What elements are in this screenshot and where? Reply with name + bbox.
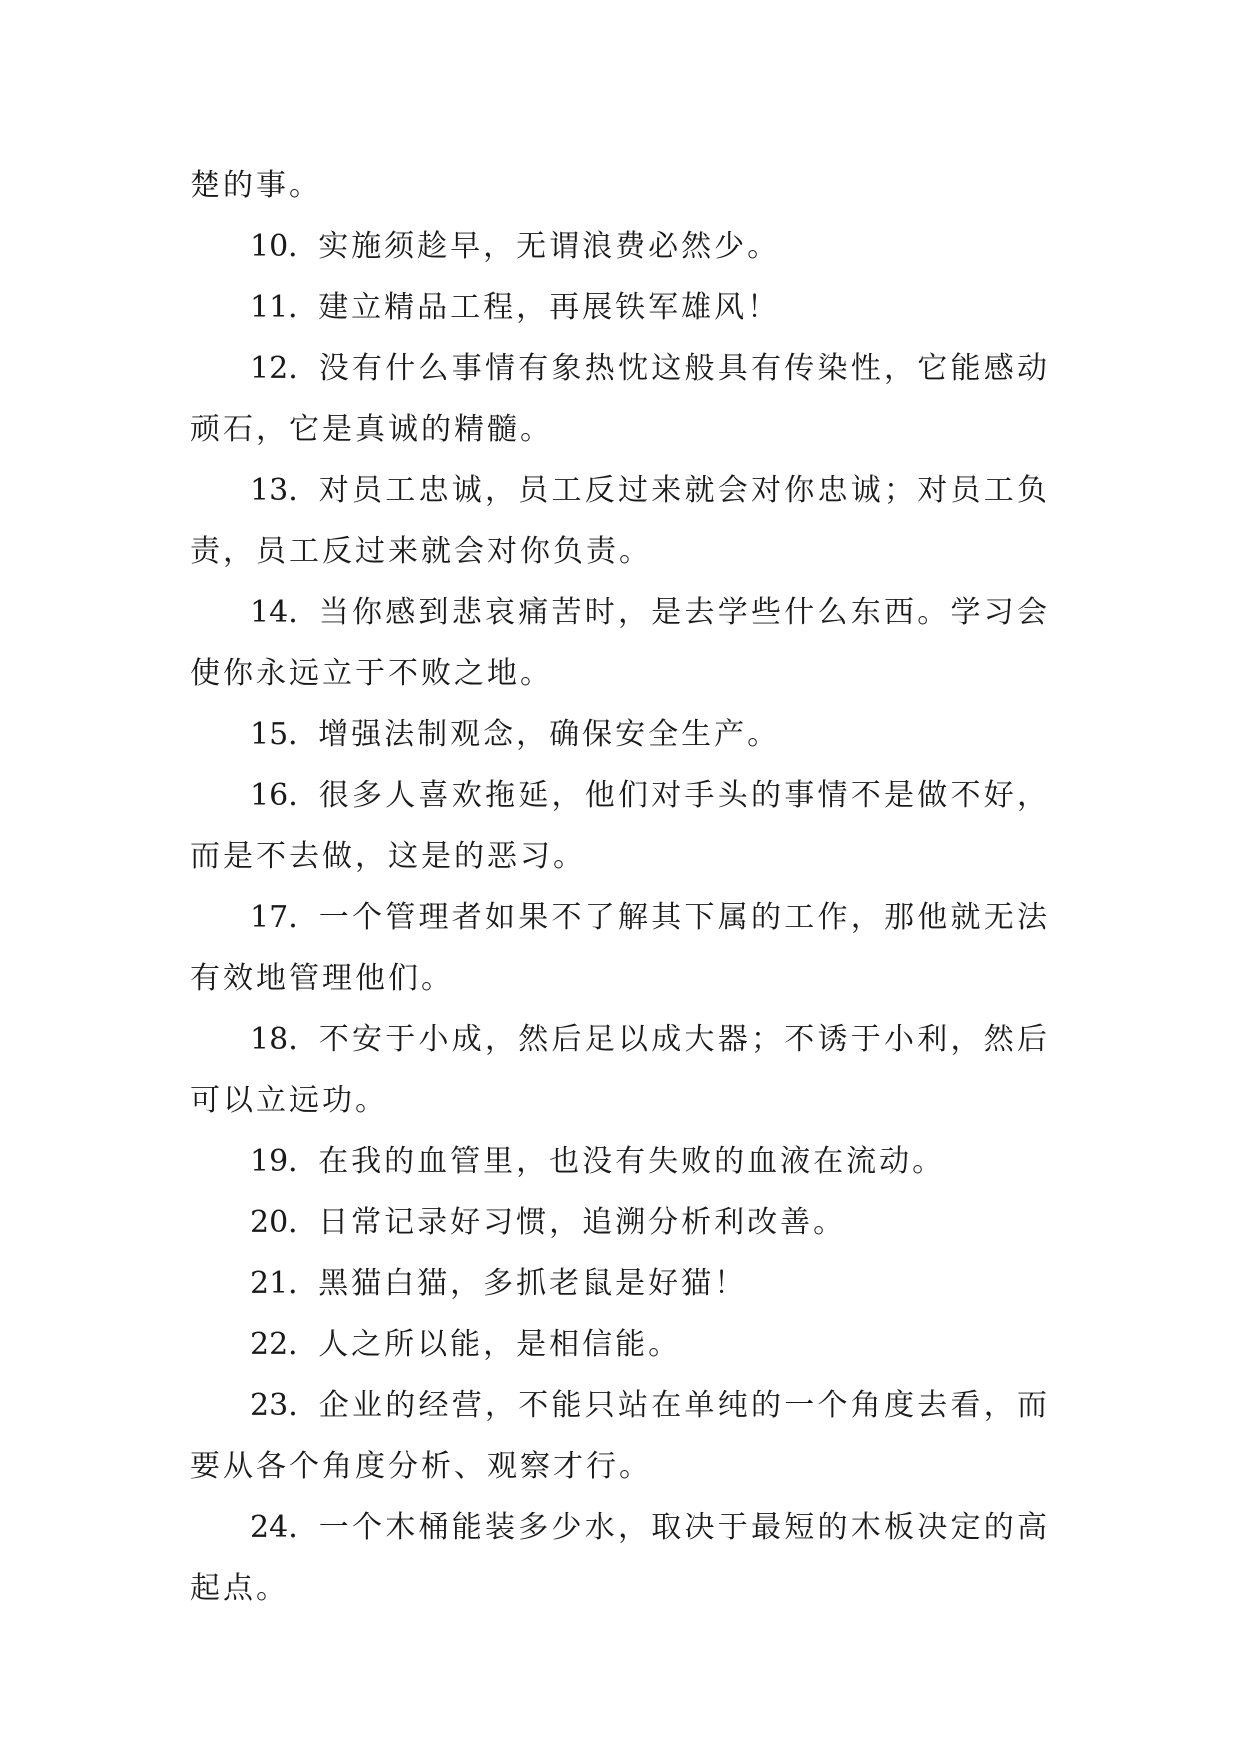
- item-text: 黑猫白猫，多抓老鼠是好猫！: [318, 1266, 748, 1301]
- item-number: 22．: [250, 1327, 319, 1362]
- item-number: 13．: [250, 473, 319, 508]
- item-text: 对员工忠诚，员工反过来就会对你忠诚；对员工负责，员工反过来就会对你负责。: [190, 473, 1050, 569]
- item-number: 16．: [250, 778, 319, 813]
- item-number: 21．: [250, 1266, 319, 1301]
- item-text: 不安于小成，然后足以成大器；不诱于小利，然后可以立远功。: [190, 1022, 1050, 1118]
- list-item: [190, 1497, 1050, 1619]
- item-number: 20．: [250, 1205, 319, 1240]
- list-item: [190, 704, 1050, 765]
- list-item: [190, 765, 1050, 887]
- item-number: 14．: [250, 595, 319, 630]
- list-item: [190, 1009, 1050, 1131]
- list-item: [190, 1192, 1050, 1253]
- item-number: 12．: [250, 351, 319, 386]
- item-number: 17．: [250, 900, 319, 935]
- list-item: [190, 277, 1050, 338]
- item-text: 人之所以能，是相信能。: [318, 1327, 682, 1362]
- item-number: 15．: [250, 717, 319, 752]
- item-text: 实施须趁早，无谓浪费必然少。: [318, 229, 781, 264]
- list-item: [190, 1375, 1050, 1497]
- item-number: 24．: [250, 1510, 319, 1545]
- item-text: 一个管理者如果不了解其下属的工作，那他就无法有效地管理他们。: [190, 900, 1050, 996]
- list-item: [190, 338, 1050, 460]
- item-number: 23．: [250, 1388, 319, 1423]
- item-text: 建立精品工程，再展铁军雄风！: [318, 290, 781, 325]
- list-item: [190, 1253, 1050, 1314]
- item-text: 没有什么事情有象热忱这般具有传染性，它能感动顽石，它是真诚的精髓。: [190, 351, 1050, 447]
- list-item: [190, 582, 1050, 704]
- item-text: 增强法制观念，确保安全生产。: [318, 717, 781, 752]
- item-text: 在我的血管里，也没有失败的血液在流动。: [318, 1144, 946, 1179]
- item-number: 19．: [250, 1144, 319, 1179]
- item-text: 很多人喜欢拖延，他们对手头的事情不是做不好，而是不去做，这是的恶习。: [190, 778, 1050, 874]
- item-text: 日常记录好习惯，追溯分析利改善。: [318, 1205, 847, 1240]
- item-text: 企业的经营，不能只站在单纯的一个角度去看，而要从各个角度分析、观察才行。: [190, 1388, 1050, 1484]
- list-item: [190, 1314, 1050, 1375]
- document-body: [190, 155, 1050, 1619]
- list-item: [190, 460, 1050, 582]
- list-item: [190, 1131, 1050, 1192]
- paragraph-continuation: [190, 155, 1050, 216]
- item-text: 一个木桶能装多少水，取决于最短的木板决定的高起点。: [190, 1510, 1050, 1606]
- item-text: 当你感到悲哀痛苦时，是去学些什么东西。学习会使你永远立于不败之地。: [190, 595, 1050, 691]
- paragraph-text: 楚的事。: [190, 168, 322, 203]
- list-item: [190, 887, 1050, 1009]
- item-number: 10．: [250, 229, 319, 264]
- item-number: 18．: [250, 1022, 319, 1057]
- item-number: 11．: [250, 290, 319, 325]
- list-item: [190, 216, 1050, 277]
